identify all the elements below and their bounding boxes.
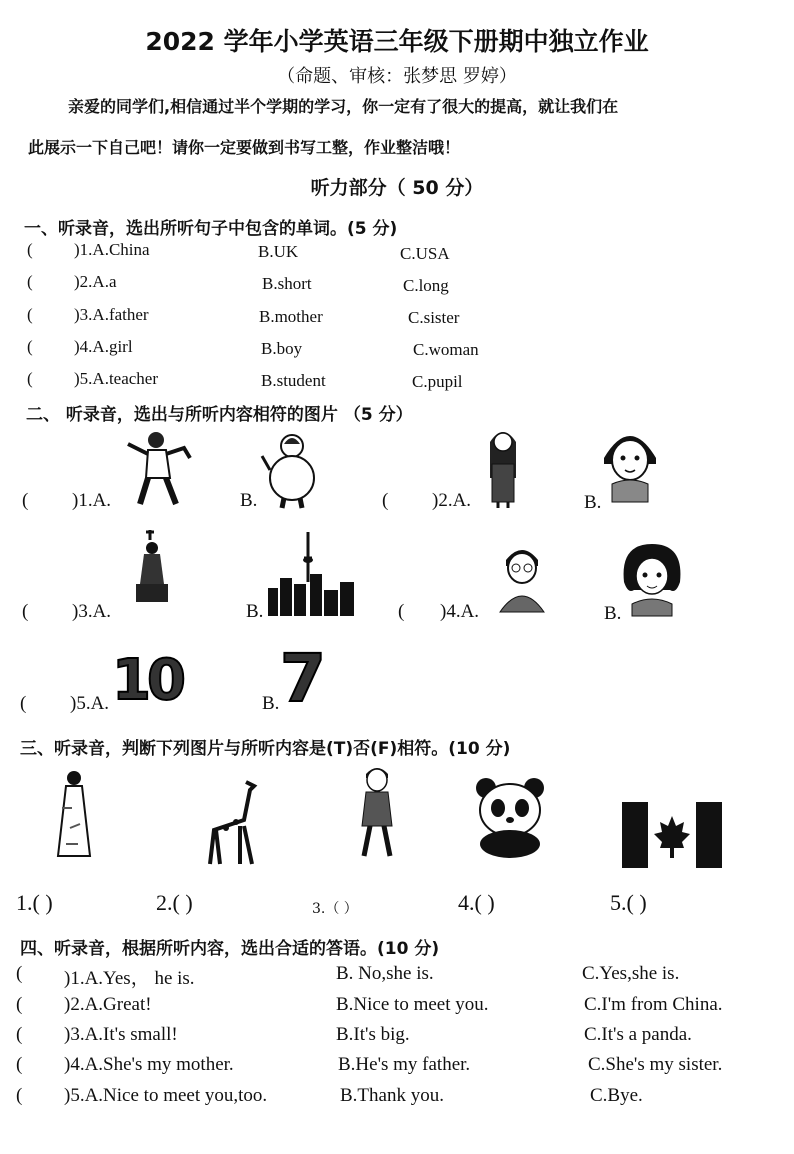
option-a: )1.A.China [74,240,150,259]
answer-paren[interactable]: ( [27,369,33,388]
man-doing-taichi-icon [118,428,198,508]
option-c: C.Yes,she is. [582,963,680,984]
item-label-a: )4.A. [440,601,480,622]
option-a: )4.A.She's my mother. [64,1054,234,1075]
item-label-a: )2.A. [432,490,472,511]
judgement-blank-5[interactable]: 5.( ) [610,890,647,915]
option-b: B.Nice to meet you. [336,994,489,1015]
woman-in-dress-icon [52,768,96,864]
answer-paren[interactable]: ( [16,994,23,1015]
option-b: B.Thank you. [340,1085,444,1106]
boy-walking-icon [354,764,400,860]
judgement-blank-3[interactable]: 3.（ ） [312,901,358,917]
answer-paren[interactable]: ( [16,963,23,984]
option-a: )4.A.girl [74,337,133,356]
item-label-b: B. [584,492,602,513]
answer-paren[interactable]: ( [20,693,27,714]
item-label-b: B. [604,603,622,624]
girl-short-hair-icon [598,424,662,502]
intro-line-1: 亲爱的同学们,相信通过半个学期的学习，你一定有了很大的提高，就让我们在 [68,97,619,116]
answer-paren[interactable]: ( [22,490,29,511]
answer-paren[interactable]: ( [382,490,389,511]
option-c: C.Bye. [590,1085,643,1106]
judgement-blank-2[interactable]: 2.( ) [156,890,193,915]
girl-curly-hair-icon [620,542,684,618]
answer-paren[interactable]: ( [398,601,405,622]
option-a: )2.A.a [74,272,117,291]
option-b: B.boy [261,339,303,358]
boy-with-glasses-icon [494,542,552,618]
giraffe-icon [196,776,262,866]
answer-paren[interactable]: ( [22,601,29,622]
option-c: C.USA [400,244,450,263]
section2-heading: 二、 听录音，选出与所听内容相符的图片 （5 分） [26,405,413,425]
item-label-a: )3.A. [72,601,112,622]
number-ten-image: 10 [112,648,182,713]
option-c: C.woman [413,340,479,359]
statue-of-liberty-icon [128,526,176,604]
option-c: C.pupil [412,372,463,391]
fat-man-icon [260,432,324,508]
section4-heading: 四、听录音，根据所听内容，选出合适的答语。(10 分) [20,939,440,959]
item-label-b: B. [240,490,258,511]
item-label-b: B. [246,601,264,622]
canada-flag-icon [622,802,722,868]
item-label-a: )1.A. [72,490,112,511]
option-c: C.long [403,276,449,295]
answer-paren[interactable]: ( [16,1024,23,1045]
option-b: B.He's my father. [338,1054,471,1075]
option-b: B.UK [258,242,299,261]
panda-icon [472,776,548,860]
option-a: )5.A.Nice to meet you,too. [64,1085,268,1106]
option-a: )2.A.Great! [64,994,152,1015]
girl-long-hair-icon [478,424,528,508]
option-a: )3.A.It's small! [64,1024,178,1045]
author-line: （命题、审核：张梦思 罗婷） [277,66,517,87]
section3-heading: 三、听录音，判断下列图片与所听内容是(T)否(F)相符。(10 分) [20,739,511,759]
answer-paren[interactable]: ( [27,240,33,259]
intro-line-2: 此展示一下自己吧！请你一定要做到书写工整，作业整洁哦！ [28,138,461,157]
option-a: )5.A.teacher [74,369,159,388]
option-a: )1.A.Yes， he is. [64,968,195,989]
option-c: C.It's a panda. [584,1024,692,1045]
option-b: B.short [262,274,312,293]
option-b: B. No,she is. [336,963,434,984]
page-title: 2022 学年小学英语三年级下册期中独立作业 [145,27,649,56]
answer-paren[interactable]: ( [16,1054,23,1075]
answer-paren[interactable]: ( [27,272,33,291]
judgement-blank-4[interactable]: 4.( ) [458,890,495,915]
listening-part-title: 听力部分（ 50 分） [310,177,484,199]
option-c: C.She's my sister. [588,1054,723,1075]
section1-heading: 一、听录音，选出所听句子中包含的单词。(5 分) [24,219,398,239]
option-a: )3.A.father [74,305,149,324]
item-label-b: B. [262,693,280,714]
option-b: B.mother [259,307,323,326]
answer-paren[interactable]: ( [27,337,33,356]
option-c: C.sister [408,308,460,327]
answer-paren[interactable]: ( [27,305,33,324]
number-seven-image: 7 [280,640,326,717]
option-b: B.It's big. [336,1024,410,1045]
answer-paren[interactable]: ( [16,1085,23,1106]
city-skyline-tower-icon [264,528,358,618]
judgement-blank-1[interactable]: 1.( ) [16,890,53,915]
option-c: C.I'm from China. [584,994,723,1015]
option-b: B.student [261,371,326,390]
item-label-a: )5.A. [70,693,110,714]
